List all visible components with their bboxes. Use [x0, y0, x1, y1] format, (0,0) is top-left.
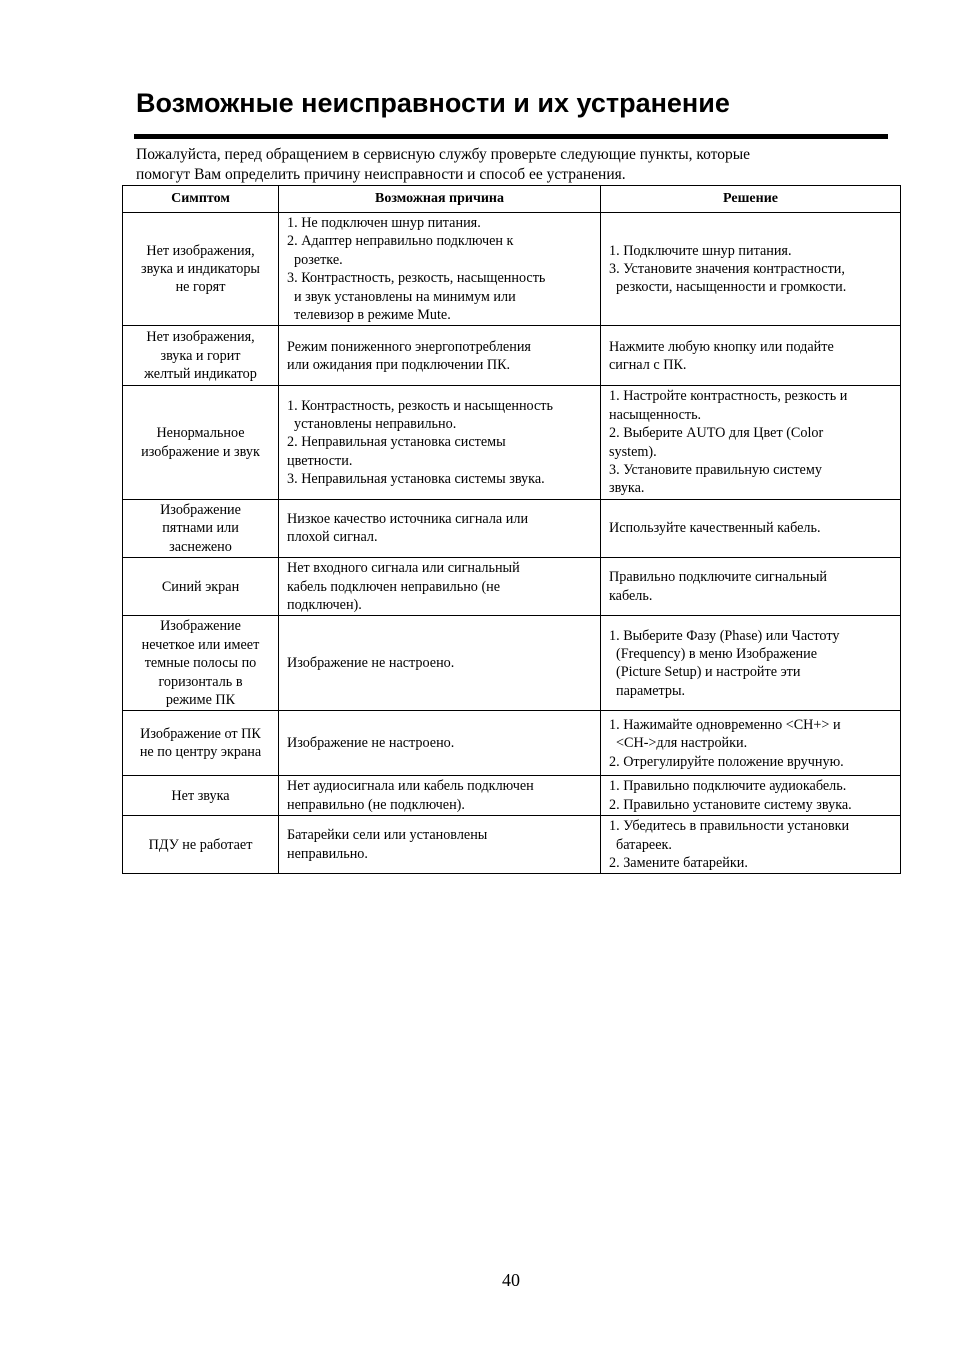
cause-line: подключен). — [287, 596, 362, 613]
symptom-line: изображение и звук — [141, 443, 260, 460]
solution-line: 2. Выберите AUTO для Цвет (Color — [609, 425, 824, 442]
symptom-cell — [123, 616, 279, 711]
symptom-cell — [123, 386, 279, 499]
column-header-solution: Решение — [601, 186, 901, 213]
cause-line: Режим пониженного энергопотребления — [287, 338, 531, 355]
solution-line: насыщенность. — [609, 406, 702, 423]
solution-line: <CH->для настройки. — [616, 735, 748, 752]
cause-line: или ожидания при подключении ПК. — [287, 356, 511, 373]
cause-cell — [279, 816, 601, 874]
solution-line: (Frequency) в меню Изображение — [616, 645, 818, 662]
solution-line: (Picture Setup) и настройте эти — [616, 664, 801, 681]
intro-paragraph — [136, 145, 876, 185]
solution-cell — [601, 213, 901, 326]
cause-line: и звук установлены на минимум или — [294, 288, 516, 305]
cause-line: Батарейки сели или установлены — [287, 827, 488, 844]
symptom-line: желтый индикатор — [144, 366, 257, 383]
symptom-line: Ненормальное — [156, 425, 245, 442]
symptom-line: Изображение — [160, 618, 241, 635]
solution-cell — [601, 499, 901, 557]
symptom-line: заснежено — [169, 538, 232, 555]
symptom-line: пятнами или — [162, 520, 239, 537]
cause-cell — [279, 326, 601, 386]
troubleshooting-table — [122, 185, 901, 874]
cause-line: Нет аудиосигнала или кабель подключен — [287, 778, 534, 795]
solution-line: параметры. — [616, 682, 686, 699]
symptom-line: звука и горит — [160, 347, 241, 364]
column-header-symptom: Симптом — [123, 186, 279, 213]
table-row — [123, 386, 901, 499]
symptom-cell — [123, 711, 279, 776]
solution-cell — [601, 711, 901, 776]
symptom-line: Изображение — [160, 501, 241, 518]
symptom-line: темные полосы по — [144, 655, 257, 672]
symptom-line: не по центру экрана — [139, 744, 262, 761]
title-rule — [134, 134, 888, 139]
intro-line: Пожалуйста, перед обращением в сервисную службу проверьте следующие пункты, которые — [136, 146, 751, 163]
solution-line: звука. — [609, 480, 645, 497]
intro-line: помогут Вам определить причину неисправности и способ ее устранения. — [136, 166, 626, 183]
solution-line: батареек. — [616, 836, 672, 853]
column-header-cause: Возможная причина — [279, 186, 601, 213]
page-number: 40 — [502, 1270, 520, 1290]
cause-cell — [279, 711, 601, 776]
cause-line: 3. Контрастность, резкость, насыщенность — [287, 270, 546, 287]
solution-line: 2. Отрегулируйте положение вручную. — [609, 753, 844, 770]
symptom-line: режиме ПК — [165, 691, 236, 708]
symptom-line: нечеткое или имеет — [141, 636, 260, 653]
symptom-line: ПДУ не работает — [148, 836, 253, 853]
cause-cell — [279, 616, 601, 711]
cause-cell — [279, 213, 601, 326]
page-title: Возможные неисправности и их устранение — [136, 88, 730, 118]
solution-line: 2. Правильно установите систему звука. — [609, 796, 852, 813]
table-header-row — [123, 186, 901, 213]
cause-line: Нет входного сигнала или сигнальный — [287, 560, 520, 577]
solution-line: 1. Настройте контрастность, резкость и — [609, 388, 848, 405]
table-row — [123, 213, 901, 326]
cause-line: Изображение не настроено. — [287, 655, 455, 672]
cause-cell — [279, 558, 601, 616]
symptom-line: Нет звука — [171, 787, 230, 804]
cause-line: 2. Неправильная установка системы — [287, 434, 506, 451]
solution-line: Нажмите любую кнопку или подайте — [609, 338, 834, 355]
symptom-cell — [123, 816, 279, 874]
cause-cell — [279, 499, 601, 557]
cause-line: 1. Контрастность, резкость и насыщенность — [287, 397, 553, 414]
symptom-line: Нет изображения, — [146, 329, 255, 346]
solution-cell — [601, 326, 901, 386]
solution-line: 2. Замените батарейки. — [609, 854, 748, 871]
solution-line: 1. Нажимайте одновременно <CH+> и — [609, 716, 841, 733]
table-row — [123, 776, 901, 816]
cause-line: неправильно (не подключен). — [287, 796, 465, 813]
cause-line: 1. Не подключен шнур питания. — [287, 215, 481, 231]
cause-line: кабель подключен неправильно (не — [287, 578, 501, 595]
cause-line: Изображение не настроено. — [287, 735, 455, 752]
solution-cell — [601, 816, 901, 874]
solution-cell — [601, 386, 901, 499]
solution-line: 1. Убедитесь в правильности установки — [609, 818, 850, 835]
symptom-line: звука и индикаторы — [141, 261, 260, 278]
cause-line: розетке. — [294, 251, 343, 268]
solution-line: 1. Правильно подключите аудиокабель. — [609, 778, 847, 795]
cause-line: телевизор в режиме Mute. — [294, 307, 451, 324]
symptom-line: Синий экран — [161, 578, 240, 595]
symptom-cell — [123, 558, 279, 616]
table-row — [123, 816, 901, 874]
cause-line: установлены неправильно. — [294, 416, 457, 433]
solution-line: system). — [609, 443, 657, 460]
solution-line: резкости, насыщенности и громкости. — [616, 279, 847, 296]
symptom-cell — [123, 499, 279, 557]
solution-line: кабель. — [609, 587, 653, 604]
solution-cell — [601, 776, 901, 816]
symptom-line: не горят — [175, 279, 226, 296]
symptom-line: Изображение от ПК — [140, 725, 261, 742]
solution-line: 1. Выберите Фазу (Phase) или Частоту — [609, 627, 840, 644]
cause-line: 3. Неправильная установка системы звука. — [287, 471, 545, 488]
symptom-cell — [123, 776, 279, 816]
table-row — [123, 326, 901, 386]
table-row — [123, 558, 901, 616]
symptom-cell — [123, 213, 279, 326]
table-row — [123, 616, 901, 711]
solution-line: 3. Установите правильную систему — [609, 462, 822, 479]
cause-line: цветности. — [287, 452, 353, 469]
symptom-line: Нет изображения, — [146, 242, 255, 259]
solution-line: Правильно подключите сигнальный — [609, 569, 828, 586]
table-row — [123, 499, 901, 557]
cause-line: Низкое качество источника сигнала или — [287, 511, 529, 528]
cause-line: неправильно. — [287, 845, 368, 862]
solution-line: 1. Подключите шнур питания. — [609, 242, 792, 259]
cause-cell — [279, 776, 601, 816]
cause-cell — [279, 386, 601, 499]
solution-line: сигнал с ПК. — [609, 356, 687, 373]
cause-line: плохой сигнал. — [287, 529, 378, 546]
symptom-line: горизонталь в — [158, 673, 243, 690]
solution-cell — [601, 616, 901, 711]
symptom-cell — [123, 326, 279, 386]
solution-line: Используйте качественный кабель. — [609, 520, 821, 537]
solution-line: 3. Установите значения контрастности, — [609, 261, 845, 278]
cause-line: 2. Адаптер неправильно подключен к — [287, 233, 514, 250]
table-row — [123, 711, 901, 776]
solution-cell — [601, 558, 901, 616]
